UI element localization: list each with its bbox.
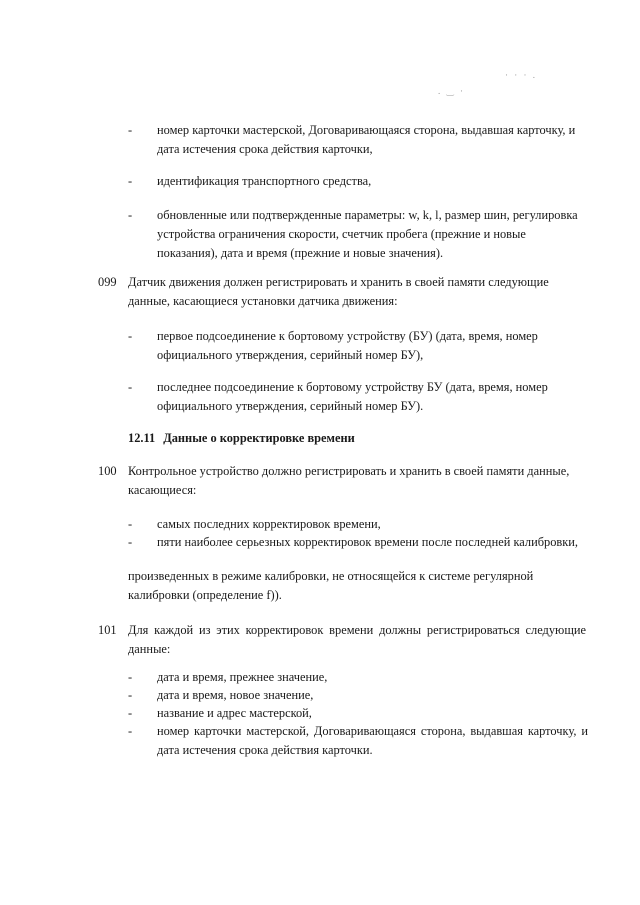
paragraph-text: Контрольное устройство должно регистрировать и хранить в своей памяти данные, касающиеся:: [128, 464, 570, 497]
list-item-text: дата и время, прежнее значение,: [157, 670, 328, 684]
bullet-dash: -: [128, 724, 133, 738]
list-item-text: название и адрес мастерской,: [157, 706, 312, 720]
list-item-text: обновленные или подтвержденные параметры: w, k, l, размер шин, регулировка устройства ограничения скорости, счетчик пробега (прежние и новые показания), дата и время (прежние и новые значения).: [157, 208, 578, 260]
list-item-text: номер карточки мастерской, Договаривающаяся сторона, выдавшая карточку, и дата истечения срока действия карточки.: [157, 724, 588, 757]
bullet-dash: -: [128, 380, 133, 394]
list-item-text: пяти наиболее серьезных корректировок времени после последней калибровки,: [157, 535, 579, 549]
list-item: [128, 722, 588, 760]
paragraph-099: [98, 273, 586, 311]
list-item-text: номер карточки мастерской, Договаривающаяся сторона, выдавшая карточку, и дата истечения срока действия карточки,: [157, 123, 576, 156]
paragraph-101: [98, 621, 586, 659]
list-item: [128, 704, 588, 723]
list-item: [128, 668, 588, 687]
list-item: [128, 327, 588, 365]
list-item: [128, 378, 588, 416]
bullet-dash: -: [128, 517, 133, 531]
section-heading: [128, 429, 355, 448]
bullet-dash: -: [128, 670, 133, 684]
paragraph-text: Датчик движения должен регистрировать и хранить в своей памяти следующие данные, касающиеся установки датчика движения:: [128, 275, 549, 308]
paragraph-100: [98, 462, 586, 500]
section-title: Данные о корректировке времени: [163, 431, 355, 445]
list-item-text: последнее подсоединение к бортовому устройству БУ (дата, время, номер официального утверждения, серийный номер БУ).: [157, 380, 548, 413]
paragraph-number: 099: [98, 275, 117, 289]
list-item-text: идентификация транспортного средства,: [157, 174, 372, 188]
paragraph-number: 101: [98, 623, 117, 637]
bullet-dash: -: [128, 329, 133, 343]
bullet-dash: -: [128, 208, 133, 222]
paragraph-text: произведенных в режиме калибровки, не относящейся к системе регулярной калибровки (определение f)).: [128, 569, 534, 602]
list-item-text: самых последних корректировок времени,: [157, 517, 381, 531]
bullet-dash: -: [128, 123, 133, 137]
bullet-dash: -: [128, 688, 133, 702]
list-item-text: дата и время, новое значение,: [157, 688, 314, 702]
bullet-dash: -: [128, 706, 133, 720]
list-item: [128, 533, 588, 552]
bullet-dash: -: [128, 535, 133, 549]
list-item: [128, 206, 588, 263]
bullet-dash: -: [128, 174, 133, 188]
scan-artifact: · · · .: [505, 70, 537, 80]
list-item: [128, 121, 588, 159]
paragraph-number: 100: [98, 464, 117, 478]
list-item: [128, 172, 588, 191]
paragraph-continuation: [128, 567, 588, 605]
list-item: [128, 686, 588, 705]
paragraph-text: Для каждой из этих корректировок времени должны регистрироваться следующие данные:: [128, 623, 586, 656]
list-item: [128, 515, 588, 534]
list-item-text: первое подсоединение к бортовому устройству (БУ) (дата, время, номер официального утверждения, серийный номер БУ),: [157, 329, 538, 362]
scan-artifact: . ‿ ·: [438, 86, 465, 96]
section-number: 12.11: [128, 431, 156, 445]
